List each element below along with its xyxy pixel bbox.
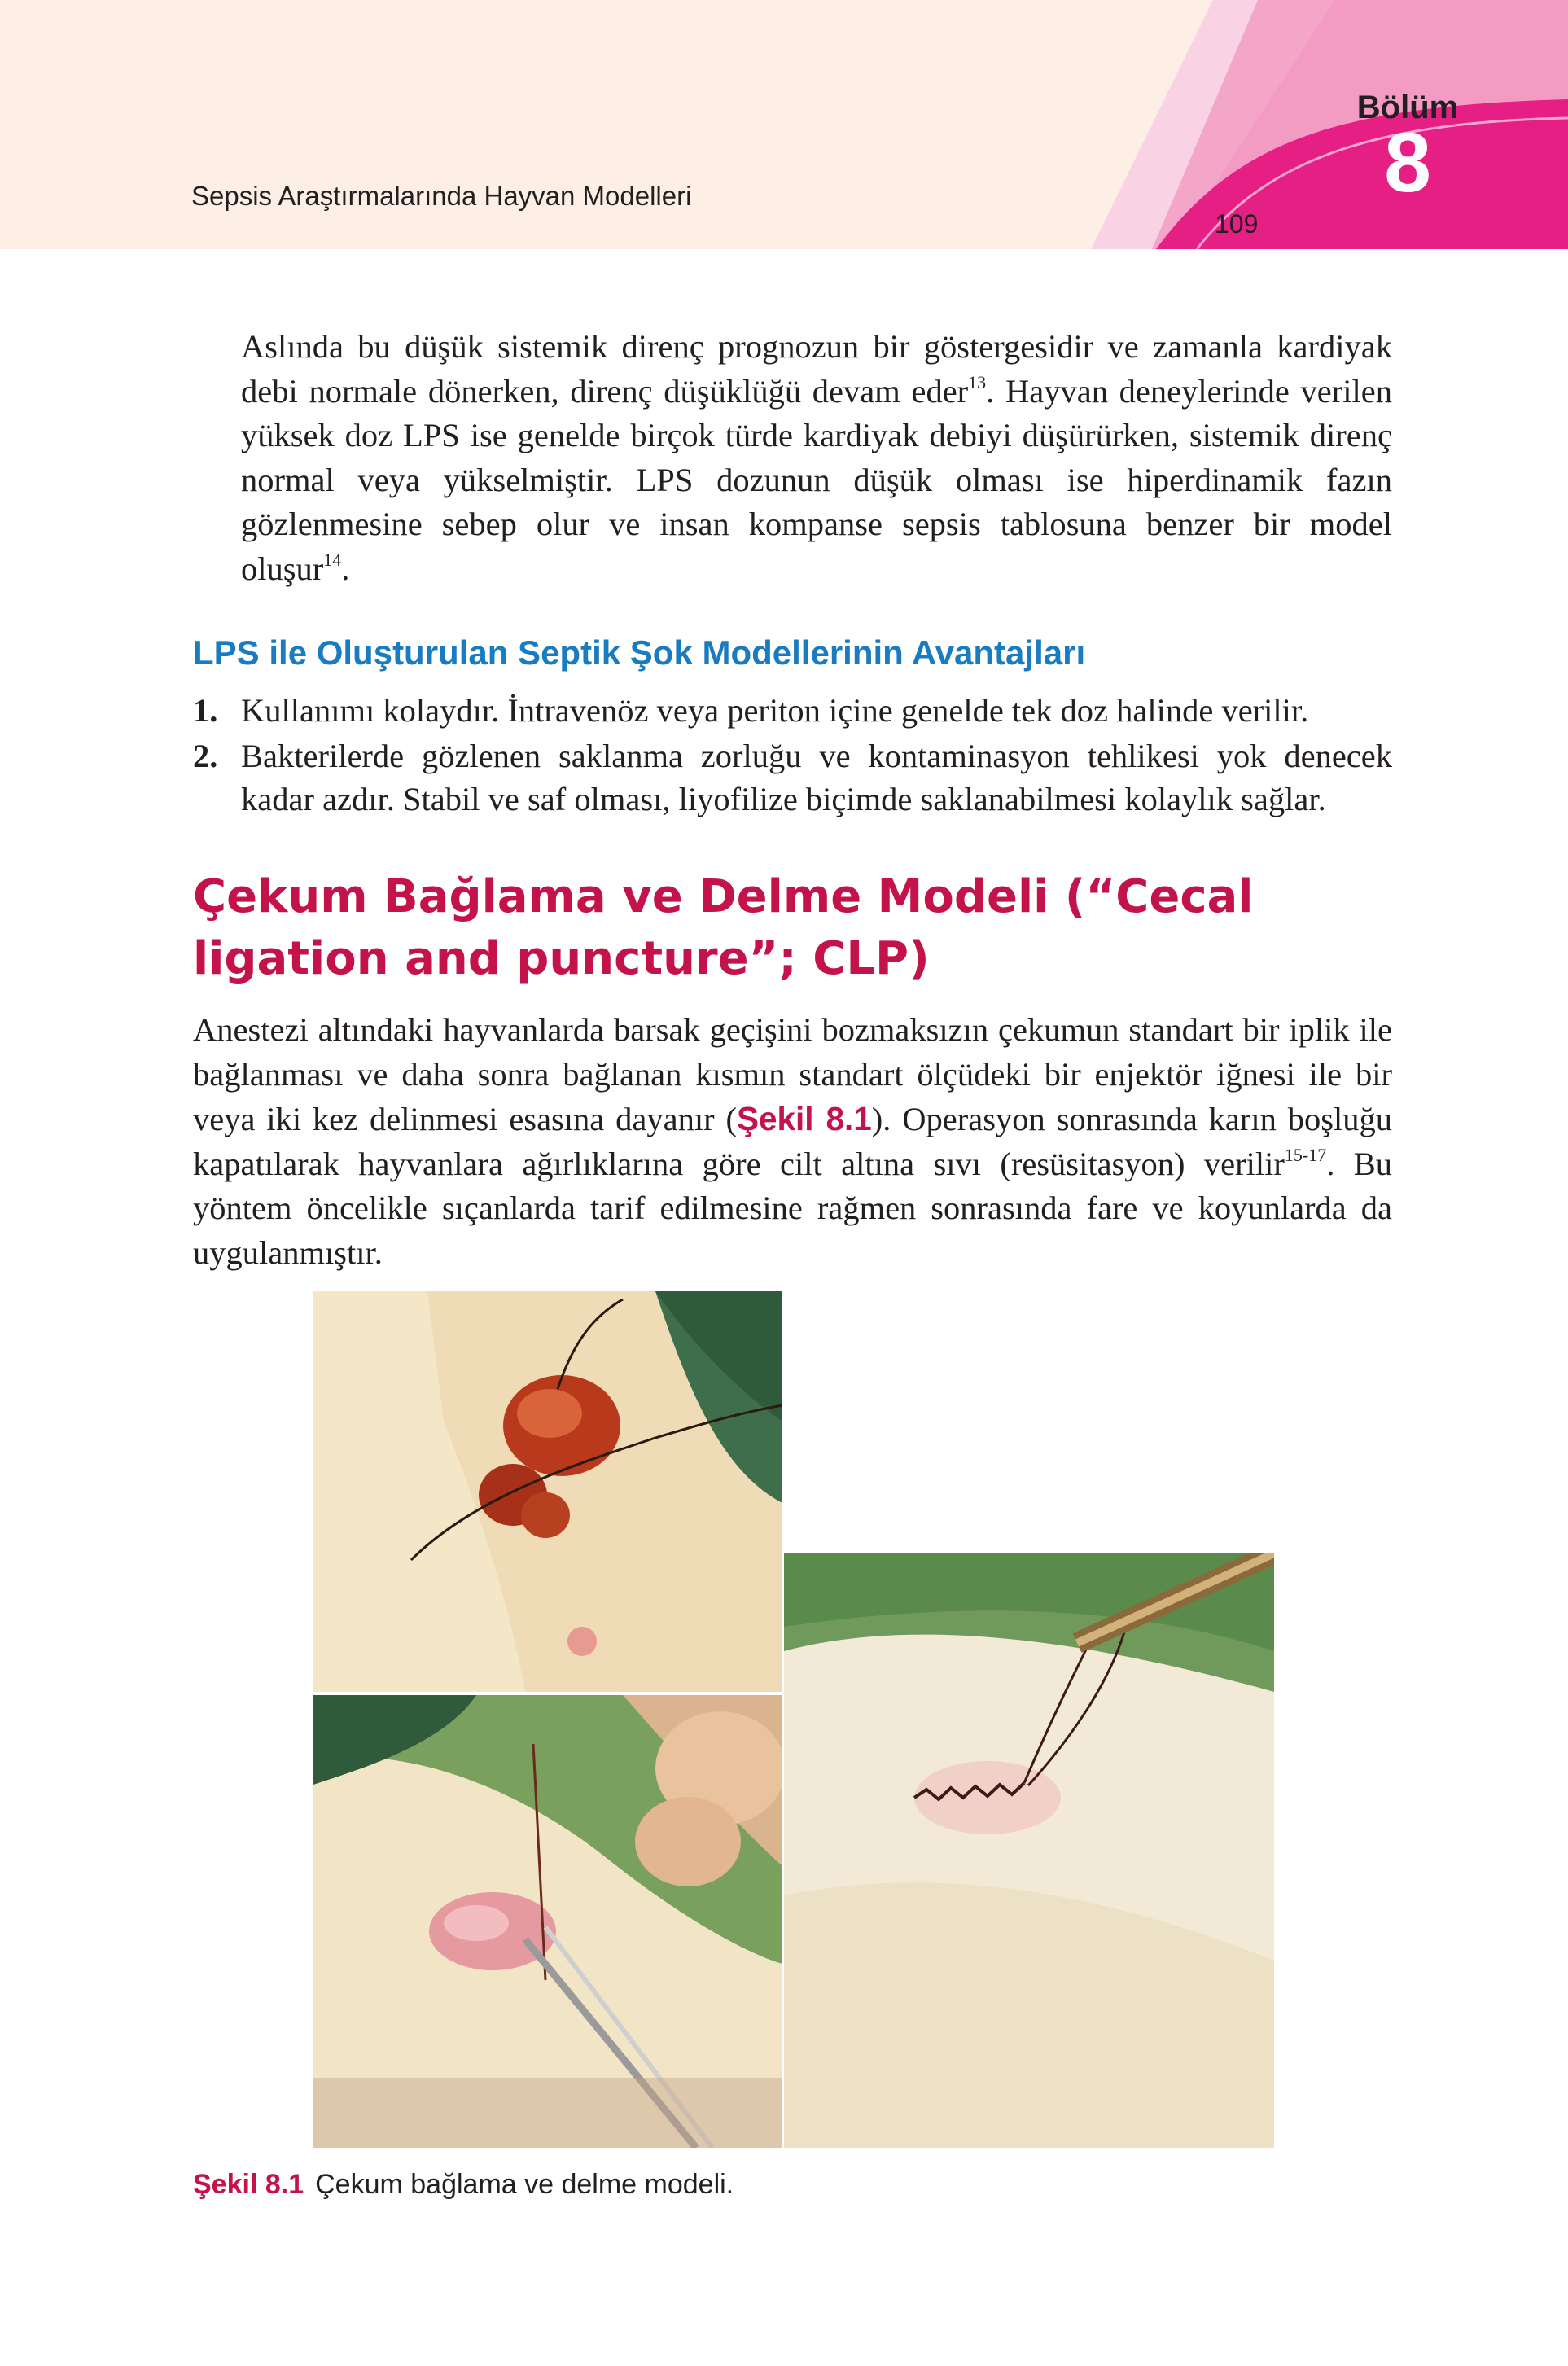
photo-cecum-ligation xyxy=(313,1291,782,1692)
caption-label: Şekil 8.1 xyxy=(193,2169,304,2200)
paragraph-intro xyxy=(241,325,1392,591)
photo-cecum-puncture xyxy=(313,1695,782,2148)
list-text: Bakterilerde gözlenen saklanma zorluğu ve kontaminasyon tehlikesi yok denecek kadar azdır. Stabil ve saf olması, liyofilize biçimde saklanabilmesi kolaylık sağlar. xyxy=(241,738,1392,817)
figure-caption xyxy=(193,2169,734,2201)
paragraph-text: ). Operasyon sonrasında karın boşluğu kapatılarak hayvanlara ağırlıklarına göre cilt altına sıvı (resüsitasyon) verilir xyxy=(193,1101,1392,1182)
chapter-label: Bölüm xyxy=(1356,90,1459,125)
paragraph-text: Anestezi altındaki hayvanlarda barsak geçişini bozmaksızın çekumun standart bir iplik ile bağlanması ve daha sonra bağlanan kısmın standart ölçüdeki bir enjektör iğnesi ile bir veya iki kez delinmesi esasına dayanır ( xyxy=(193,1011,1392,1137)
page-number: 109 xyxy=(1215,209,1259,239)
caption-text: Çekum bağlama ve delme modeli. xyxy=(315,2169,734,2200)
reference-superscript: 14 xyxy=(323,549,342,570)
list-item xyxy=(193,689,1392,732)
section-title: Çekum Bağlama ve Delme Modeli (“Cecal ligation and puncture”; CLP) xyxy=(193,870,1254,985)
paragraph-text: . Hayvan deneylerinde verilen yüksek doz LPS ise genelde birçok türde kardiyak debiyi düşürürken, sistemik direnç normal veya yükselmiştir. LPS dozunun düşük olması ise hiperdinamik fazın gözlenmesine sebep olur ve insan kompanse sepsis tablosuna benzer bir model oluşur xyxy=(241,372,1392,587)
subheading: LPS ile Oluşturulan Septik Şok Modellerinin Avantajları xyxy=(193,633,1086,672)
paragraph-clp xyxy=(193,1008,1392,1275)
list-number: 2. xyxy=(193,738,218,774)
figure-reference-link[interactable]: Şekil 8.1 xyxy=(736,1100,872,1137)
list-item xyxy=(193,734,1392,821)
paragraph-text: . xyxy=(341,550,350,587)
running-title: Sepsis Araştırmalarında Hayvan Modelleri xyxy=(191,181,692,211)
list-text: Kullanımı kolaydır. İntravenöz veya periton içine genelde tek doz halinde verilir. xyxy=(241,692,1309,729)
header-decoration xyxy=(0,0,1568,249)
advantages-list xyxy=(193,689,1392,823)
chapter-number: 8 xyxy=(1384,116,1431,210)
photo-suture-closure xyxy=(784,1553,1274,2148)
reference-superscript: 15-17 xyxy=(1284,1144,1327,1165)
list-number: 1. xyxy=(193,692,218,729)
paragraph-text: Aslında bu düşük sistemik direnç prognozun bir göstergesidir ve zamanla kardiyak debi normale dönerken, direnç düşüklüğü devam eder xyxy=(241,328,1392,410)
paragraph-text: . Bu yöntem öncelikle sıçanlarda tarif edilmesine rağmen sonrasında fare ve koyunlarda da uygulanmıştır. xyxy=(193,1145,1392,1271)
reference-superscript: 13 xyxy=(968,371,987,392)
